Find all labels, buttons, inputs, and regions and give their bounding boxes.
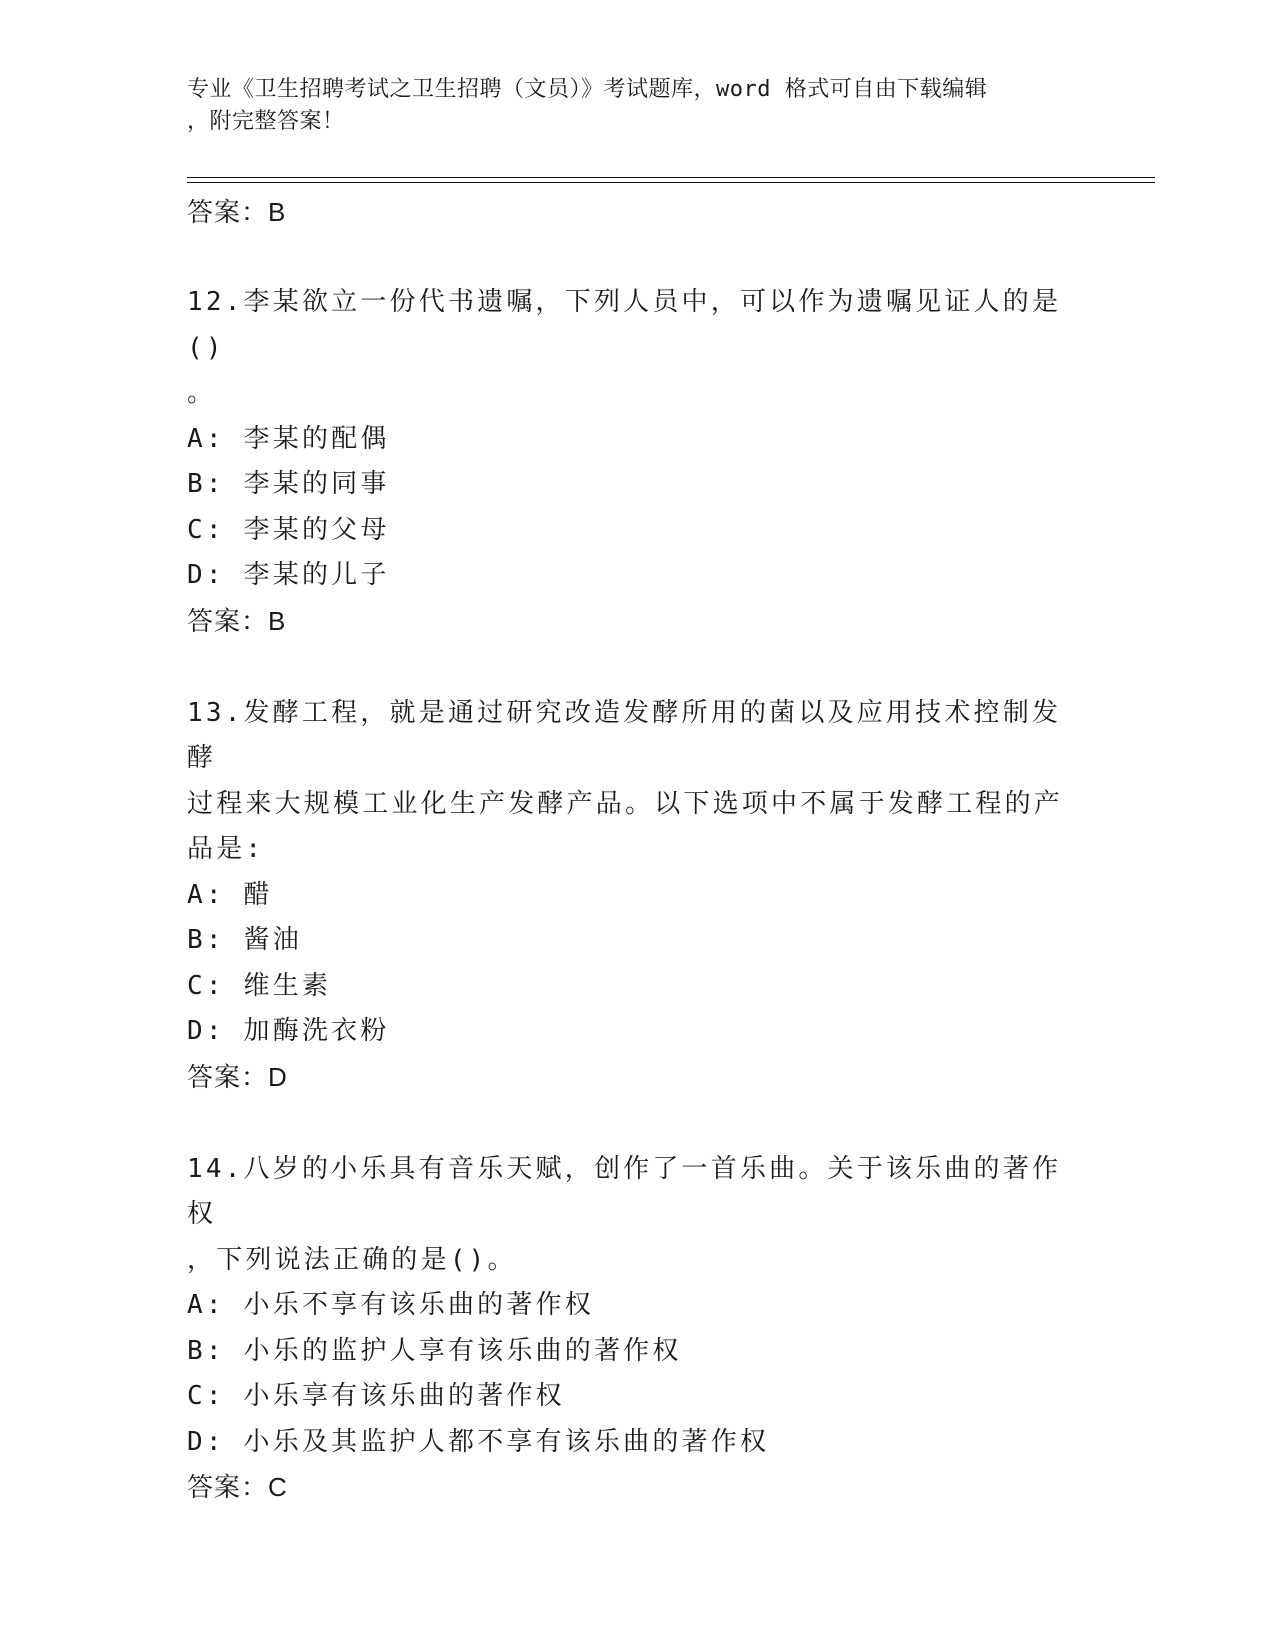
answer-line: 答案：D <box>187 1061 288 1092</box>
header-line-1: 专业《卫生招聘考试之卫生招聘（文员）》考试题库，word 格式可自由下载编辑 <box>187 77 988 102</box>
option-d: D: 小乐及其监护人都不享有该乐曲的著作权 <box>187 1426 770 1457</box>
question-stem: 13.发酵工程，就是通过研究改造发酵所用的菌以及应用技术控制发酵 <box>187 697 1062 773</box>
question-block <box>187 280 1087 643</box>
question-block <box>187 691 1087 1099</box>
question-stem: 。 <box>187 378 217 408</box>
spacer <box>187 234 1087 280</box>
question-list <box>187 190 1087 1509</box>
option-d: D: 加酶洗衣粉 <box>187 1016 390 1046</box>
question-stem: 品是: <box>187 834 265 864</box>
option-c: C: 小乐享有该乐曲的著作权 <box>187 1381 565 1411</box>
header-line-2: ，附完整答案！ <box>187 109 345 134</box>
option-a: A: 醋 <box>187 879 273 910</box>
document-header <box>187 74 1087 138</box>
option-c: C: 李某的父母 <box>187 514 390 545</box>
option-b: B: 酱油 <box>187 925 302 955</box>
option-a: A: 小乐不享有该乐曲的著作权 <box>187 1290 594 1320</box>
header-divider <box>187 177 1155 183</box>
question-block <box>187 1147 1087 1510</box>
previous-answer: 答案：B <box>187 197 287 227</box>
spacer <box>187 1099 1087 1147</box>
question-stem: 过程来大规模工业化生产发酵产品。以下选项中不属于发酵工程的产 <box>187 788 1064 819</box>
option-d: D: 李某的儿子 <box>187 560 390 590</box>
option-b: B: 李某的同事 <box>187 469 390 499</box>
option-a: A: 李某的配偶 <box>187 423 390 454</box>
option-c: C: 维生素 <box>187 970 332 1001</box>
answer-line: 答案：C <box>187 1472 288 1502</box>
question-stem: 12.李某欲立一份代书遗嘱，下列人员中，可以作为遗嘱见证人的是() <box>187 287 1062 363</box>
question-stem: ，下列说法正确的是()。 <box>187 1244 517 1275</box>
answer-line: 答案：B <box>187 605 287 636</box>
question-stem: 14.八岁的小乐具有音乐天赋，创作了一首乐曲。关于该乐曲的著作权 <box>187 1153 1062 1229</box>
spacer <box>187 643 1087 691</box>
option-b: B: 小乐的监护人享有该乐曲的著作权 <box>187 1335 682 1366</box>
